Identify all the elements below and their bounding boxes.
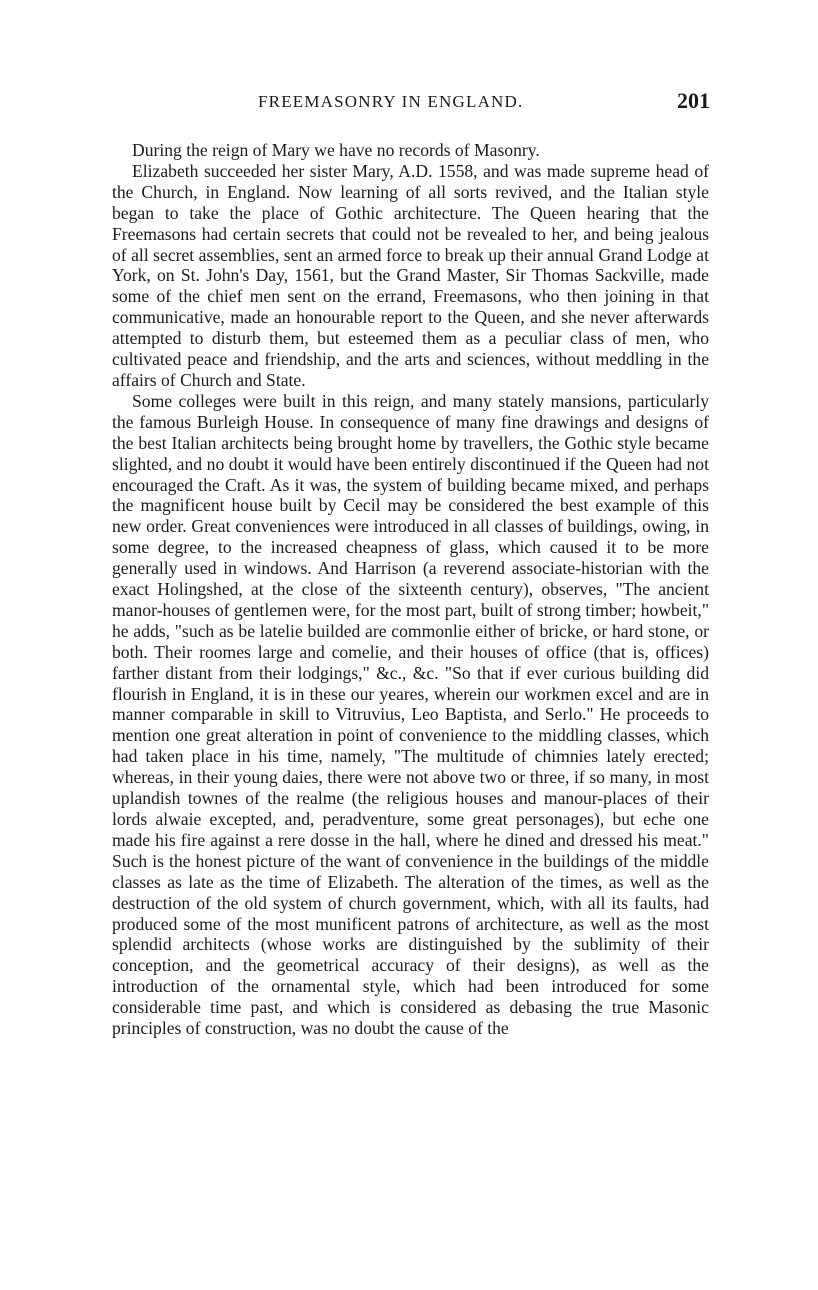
running-head [110,88,710,118]
body-text [112,140,709,1039]
paragraph-elizabeth: Elizabeth succeeded her sister Mary, A.D. 1558, and was made supreme head of the Church, in England. Now learning of all sorts revived, and the Italian style began to take the place of Gothic architecture. The Queen hearing that the Freemasons had certain secrets that could not be revealed to her, and being jealous of all secret assemblies, sent an armed force to break up their annual Grand Lodge at York, on St. John's Day, 1561, but the Grand Master, Sir Thomas Sackville, made some of the chief men sent on the errand, Freemasons, who then joining in that communicative, made an honourable report to the Queen, and she never afterwards attempted to disturb them, but esteemed them as a peculiar class of men, who cultivated peace and friendship, and the arts and sciences, without meddling in the affairs of Church and State. [112,160,709,390]
paragraph-colleges: Some colleges were built in this reign, and many stately mansions, particularly the famous Burleigh House. In consequence of many fine drawings and designs of the best Italian architects being brought home by travellers, the Gothic style became slighted, and no doubt it would have been entirely discontinued if the Queen had not encouraged the Craft. As it was, the system of building became mixed, and perhaps the magnificent house built by Cecil may be considered the best example of this new order. Great conveniences were introduced in all classes of buildings, owing, in some degree, to the increased cheapness of glass, which caused it to be more generally used in windows. And Harrison (a reverend associate-historian with the exact Holingshed, at the close of the sixteenth century), observes, "The ancient manor-houses of gentlemen were, for the most part, built of strong timber; howbeit," he adds, "such as be latelie builded are commonlie either of bricke, or hard stone, or both. Their roomes large and comelie, and their houses of office (that is, offices) farther distant from their lodgings," &c., &c. "So that if ever curious building did flourish in England, it is in these our yeares, wherein our workmen excel and are in manner comparable in skill to Vitruvius, Leo Baptista, and Serlo." He proceeds to mention one great alteration in point of convenience to the middling classes, which had taken place in his time, namely, "The multitude of chimnies lately erected; whereas, in their young daies, there were not above two or three, if so many, in most uplandish townes of the realme (the religious houses and manour-places of their lords alwaie excepted, and, peradventure, some great personages), but eche one made his fire against a rere dosse in the hall, where he dined and dressed his meat." Such is the honest picture of the want of convenience in the buildings of the middle classes as late as the time of Elizabeth. The alteration of the times, as well as the destruction of the old system of church government, which, with all its faults, had produced some of the most munificent patrons of architecture, as well as the most splendid architects (whose works are distinguished by the sublimity of their conception, and the geometrical accuracy of their designs), as well as the introduction of the ornamental style, which had been introduced for some considerable time past, and which is considered as debasing the true Masonic principles of construction, was no doubt the cause of the [112,390,709,1039]
paragraph-mary: During the reign of Mary we have no records of Masonry. [132,140,540,160]
page-number: 201 [677,88,710,113]
running-title: FREEMASONRY IN ENGLAND. [258,92,524,111]
